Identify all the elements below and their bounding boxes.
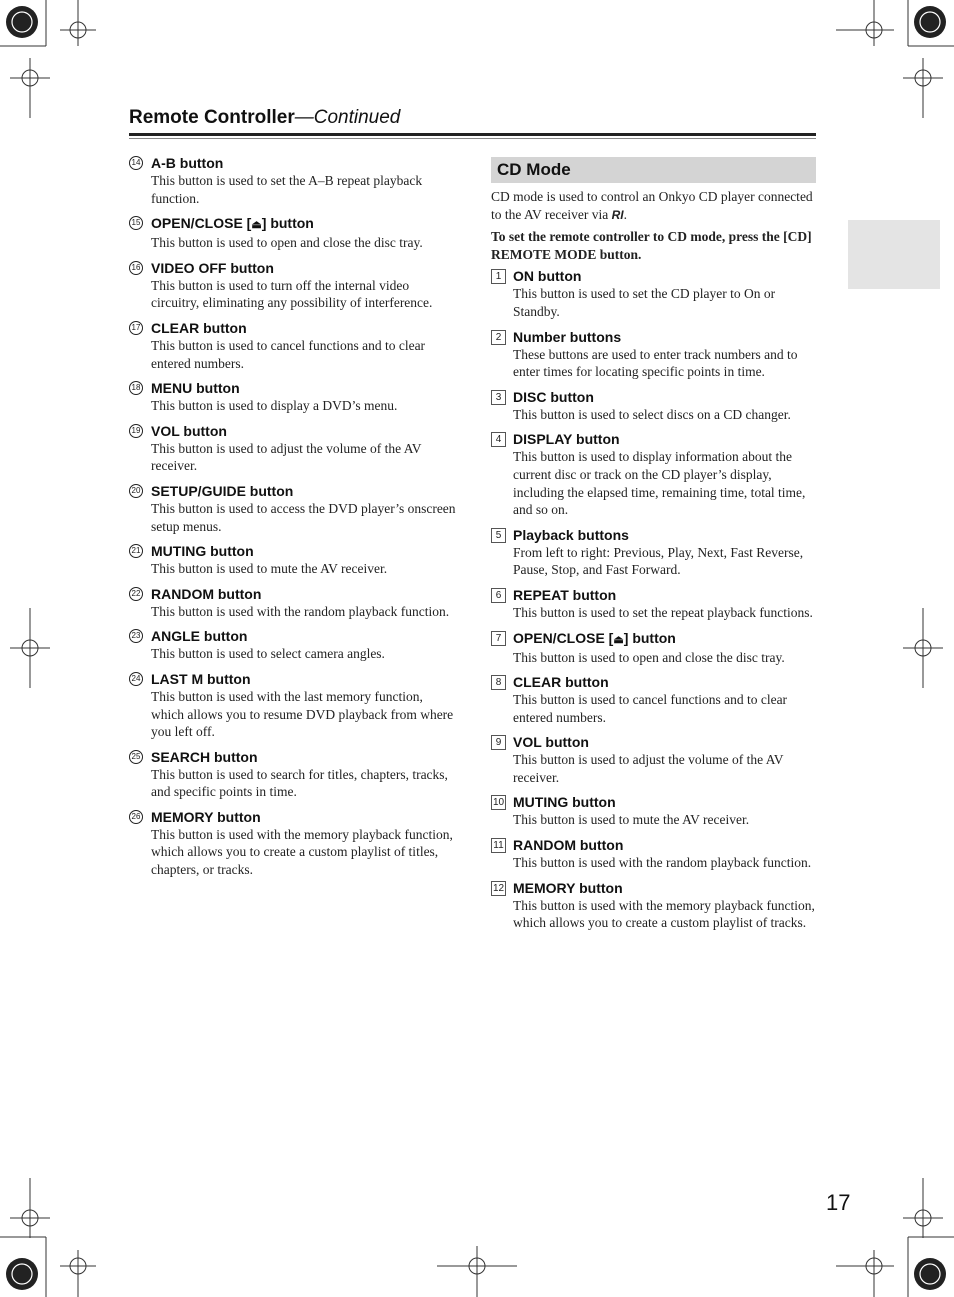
cd-mode-title: CD Mode — [497, 160, 571, 179]
item-description: This button is used to open and close the disc tray. — [151, 235, 423, 251]
item-number: 5 — [491, 528, 506, 543]
right-items — [491, 267, 816, 931]
item-number: 10 — [492, 797, 505, 809]
list-item — [129, 670, 457, 741]
item-description: This button is used to access the DVD player’s onscreen setup menus. — [151, 500, 456, 534]
item-title: MUTING button — [151, 543, 254, 560]
list-item — [491, 879, 816, 932]
item-title-pre: OPEN/CLOSE [ — [513, 629, 614, 646]
item-description: This button is used to mute the AV receiver. — [151, 561, 388, 577]
item-title: MUTING button — [513, 794, 616, 811]
cd-mode-intro — [491, 188, 816, 224]
item-description: This button is used with the random playback function. — [513, 855, 812, 871]
item-description: This button is used to select discs on a CD changer. — [513, 406, 791, 422]
right-column — [491, 188, 816, 939]
cd-mode-instruction: To set the remote controller to CD mode, press the [CD] REMOTE MODE button. — [491, 229, 812, 262]
item-title: CLEAR button — [151, 319, 247, 336]
item-number: 2 — [491, 330, 506, 345]
item-description: This button is used with the memory playback function, which allows you to create a custom playlist of titles, chapters, or tracks. — [151, 826, 453, 878]
list-item — [491, 267, 816, 320]
item-description: This button is used to mute the AV receiver. — [513, 812, 750, 828]
item-number: 22 — [129, 587, 143, 601]
list-item — [491, 526, 816, 579]
item-description: This button is used to cancel functions and to clear entered numbers. — [151, 337, 426, 371]
item-description: This button is used to display a DVD’s menu. — [151, 398, 398, 414]
item-title: SEARCH button — [151, 748, 258, 765]
item-number: 26 — [129, 810, 143, 824]
item-title — [151, 214, 457, 234]
item-title: REPEAT button — [513, 586, 617, 603]
ri-icon: RI — [611, 207, 624, 222]
eject-icon: ⏏ — [613, 633, 624, 646]
item-title: ON button — [513, 268, 582, 285]
item-description: From left to right: Previous, Play, Next, Fast Reverse, Pause, Stop, and Fast Forward. — [513, 544, 804, 578]
item-number: 25 — [129, 750, 143, 764]
list-item — [129, 214, 457, 252]
header-rule — [129, 133, 816, 136]
item-number: 17 — [129, 321, 143, 335]
item-title: CLEAR button — [513, 674, 609, 691]
item-number: 24 — [129, 672, 143, 686]
item-number: 11 — [491, 838, 506, 853]
list-item — [491, 733, 816, 786]
item-title: RANDOM button — [151, 585, 262, 602]
item-number: 14 — [129, 156, 143, 170]
list-item — [491, 793, 816, 829]
item-title: SETUP/GUIDE button — [151, 482, 294, 499]
left-column — [129, 154, 457, 886]
item-number: 16 — [129, 261, 143, 275]
item-number: 19 — [129, 424, 143, 438]
header-continued: —Continued — [294, 107, 401, 128]
item-title: RANDOM button — [513, 837, 624, 854]
item-title — [513, 629, 816, 649]
item-description: This button is used to set the repeat playback functions. — [513, 604, 813, 620]
list-item — [491, 836, 816, 872]
page-header — [129, 107, 816, 129]
item-description: This button is used to display information about the current disc or track on the CD player’s display, including the elapsed time, remaining time, total time, and so on. — [513, 449, 806, 518]
header-rule-thin — [129, 138, 816, 139]
header-title: Remote Controller — [129, 107, 295, 128]
item-description: This button is used to select camera angles. — [151, 646, 385, 662]
item-title: MEMORY button — [513, 879, 623, 896]
item-number: 7 — [491, 631, 506, 646]
item-number: 18 — [129, 381, 143, 395]
list-item — [491, 430, 816, 518]
item-title: A-B button — [151, 155, 224, 171]
eject-icon: ⏏ — [251, 219, 262, 232]
list-item — [129, 482, 457, 535]
list-item — [129, 379, 457, 415]
item-number: 12 — [492, 882, 505, 894]
item-title: VOL button — [151, 422, 227, 439]
item-description: This button is used to cancel functions and to clear entered numbers. — [513, 692, 788, 725]
item-description: This button is used with the random playback function. — [151, 603, 450, 619]
item-description: This button is used to open and close the disc tray. — [513, 649, 785, 665]
item-description: This button is used to adjust the volume of the AV receiver. — [151, 440, 422, 474]
item-number: 3 — [491, 390, 506, 405]
item-description: This button is used with the memory playback function, which allows you to create a custom playlist of tracks. — [513, 897, 815, 931]
item-description: This button is used to set the CD player to On or Standby. — [513, 286, 776, 319]
item-title: LAST M button — [151, 670, 251, 687]
list-item — [129, 808, 457, 879]
item-number: 20 — [129, 484, 143, 498]
list-item — [491, 328, 816, 381]
list-item — [129, 748, 457, 801]
item-number: 6 — [491, 588, 506, 603]
list-item — [491, 629, 816, 667]
item-title: MEMORY button — [151, 808, 261, 825]
item-number: 4 — [491, 432, 506, 447]
item-number: 21 — [129, 544, 143, 558]
list-item — [129, 154, 457, 207]
item-number: 1 — [491, 269, 506, 284]
list-item — [491, 673, 816, 726]
cd-mode-intro-end: . — [623, 206, 627, 222]
list-item — [129, 422, 457, 475]
item-title-post: ] button — [623, 629, 676, 646]
item-title: Playback buttons — [513, 526, 629, 543]
item-description: This button is used with the last memory function, which allows you to resume DVD playback from where you left off. — [151, 688, 454, 740]
item-title-post: ] button — [261, 215, 314, 232]
cd-mode-intro-text: CD mode is used to control an Onkyo CD player connected to the AV receiver via — [491, 189, 813, 222]
item-title: DISC button — [513, 388, 594, 405]
item-title: MENU button — [151, 380, 240, 397]
item-description: This button is used to turn off the internal video circuitry, eliminating any possibility of interference. — [151, 277, 433, 311]
list-item — [491, 586, 816, 622]
page-number: 17 — [826, 1190, 851, 1215]
item-description: This button is used to set the A–B repeat playback function. — [151, 173, 423, 206]
list-item — [129, 542, 457, 578]
item-title: VOL button — [513, 734, 589, 751]
list-item — [129, 585, 457, 621]
list-item — [129, 319, 457, 372]
item-description: This button is used to adjust the volume of the AV receiver. — [513, 752, 784, 785]
side-tab — [848, 220, 940, 289]
item-number: 8 — [491, 675, 506, 690]
list-item — [491, 388, 816, 424]
item-title: DISPLAY button — [513, 431, 620, 448]
list-item — [129, 259, 457, 312]
item-number: 23 — [129, 629, 143, 643]
item-description: These buttons are used to enter track numbers and to enter times for locating specific points in time. — [513, 346, 798, 380]
cd-mode-header — [491, 157, 816, 183]
list-item — [129, 627, 457, 663]
item-title: Number buttons — [513, 328, 622, 345]
item-title: VIDEO OFF button — [151, 259, 274, 276]
item-title-pre: OPEN/CLOSE [ — [151, 215, 252, 232]
item-description: This button is used to search for titles, chapters, tracks, and specific points in time. — [151, 766, 448, 800]
item-number: 9 — [491, 735, 506, 750]
item-title: ANGLE button — [151, 628, 248, 645]
item-number: 15 — [129, 216, 143, 230]
